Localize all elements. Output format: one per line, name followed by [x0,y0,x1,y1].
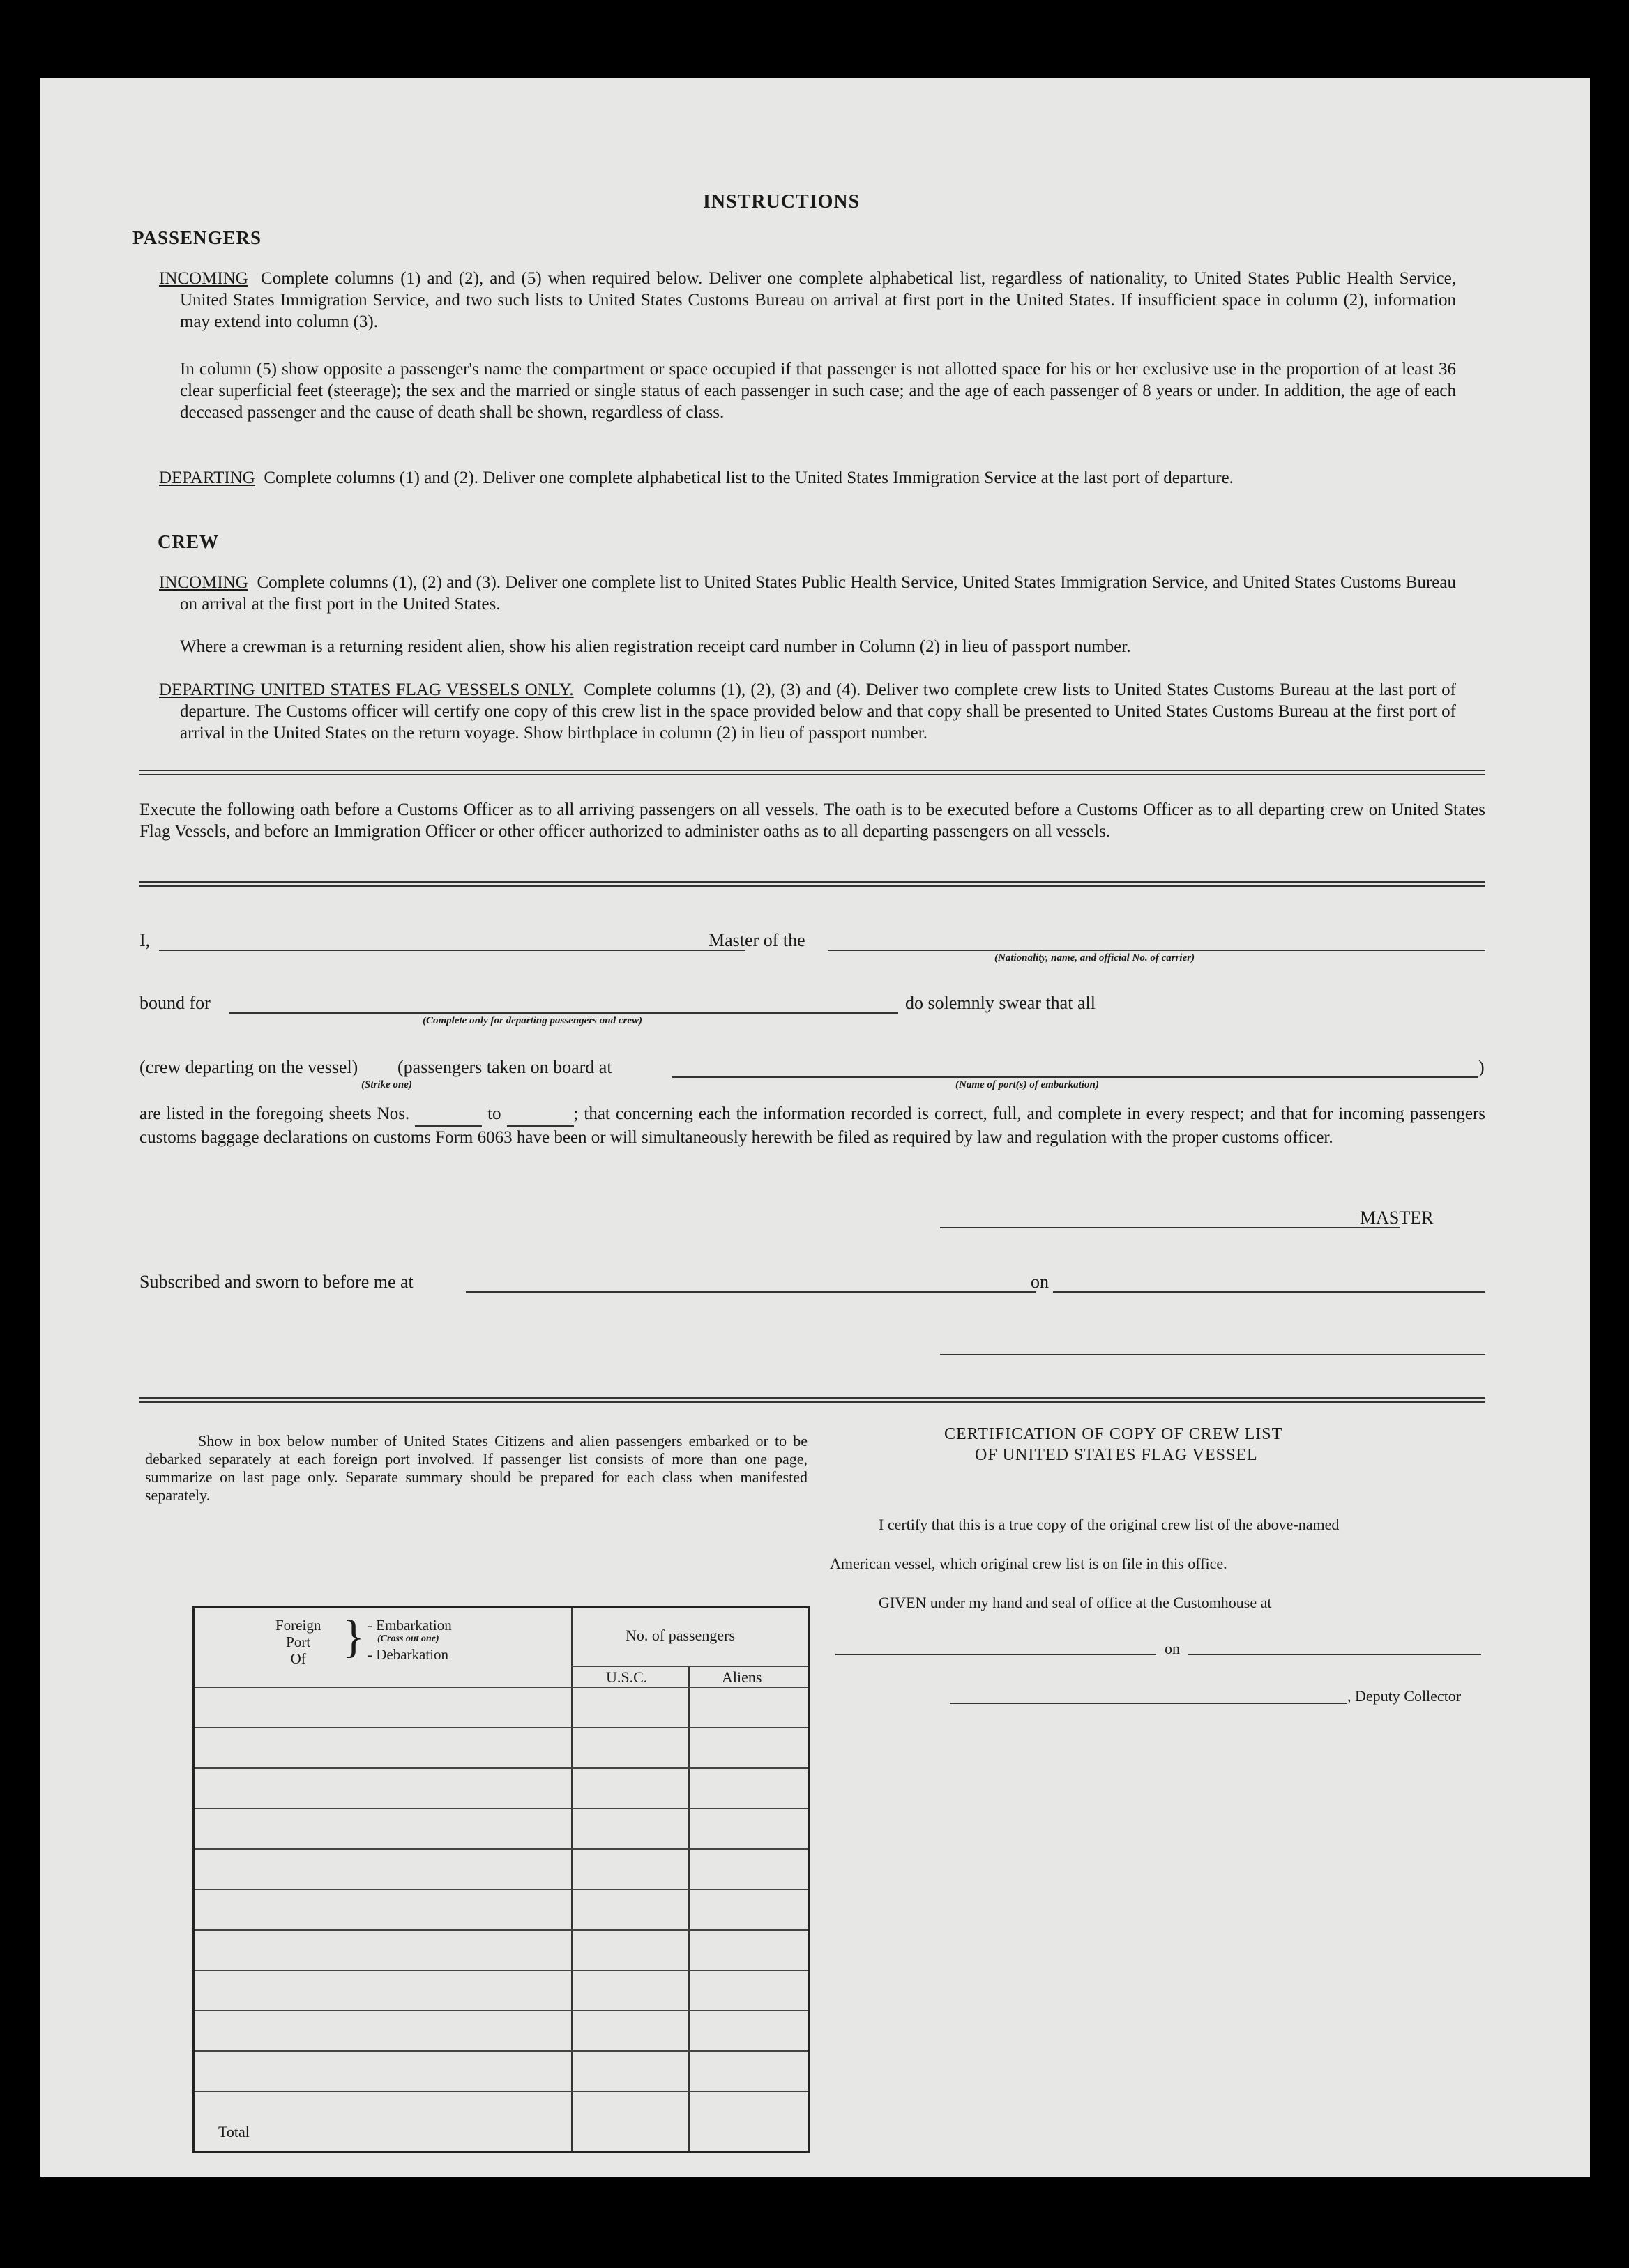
sheet-from-field[interactable] [415,1103,482,1127]
bound-for-field[interactable] [229,1012,898,1014]
deputy-collector-signature-field[interactable] [950,1703,1347,1704]
ports-caption: (Name of port(s) of embarkation) [955,1079,1099,1090]
table-row[interactable] [195,1929,808,1931]
certification-american-text: American vessel, which original crew list is on file in this office. [830,1555,1227,1572]
table-row[interactable] [195,1889,808,1890]
listed-intro: are listed in the foregoing sheets Nos. [139,1104,410,1123]
sworn-date-field[interactable] [1053,1291,1485,1293]
foreign-label: Foreign [275,1617,321,1634]
passengers-incoming-paragraph [159,268,1457,333]
foreign-port-of-label [275,1617,321,1667]
passenger-summary-table [192,1606,810,2153]
no-of-passengers-header: No. of passengers [626,1627,736,1644]
sworn-on-label: on [1031,1272,1049,1292]
embarkation-ports-field[interactable] [672,1076,1478,1078]
of-label: Of [290,1650,306,1667]
bound-for-label: bound for [139,993,211,1013]
certification-on-label: on [1165,1640,1180,1657]
summary-intro: Show in box below number of United States Citizens and alien passengers embarked or to be debarked separately at each foreign port involved. If passenger list consists of more than one page, summarize on last page only. Separate summary should be prepared for each class when manifested separately. [145,1432,808,1504]
usc-header: U.S.C. [606,1668,648,1686]
passengers-incoming-label: INCOMING [159,269,248,288]
divider [139,1401,1485,1403]
certification-title-line2: OF UNITED STATES FLAG VESSEL [975,1446,1258,1464]
table-row[interactable] [195,1970,808,1971]
crew-departing-label: DEPARTING UNITED STATES FLAG VESSELS ONLY. [159,680,574,699]
table-header-divider [571,1666,808,1667]
divider [139,885,1485,887]
customhouse-field[interactable] [835,1654,1156,1655]
page-title: INSTRUCTIONS [703,191,861,213]
sworn-place-field[interactable] [466,1291,1036,1293]
crew-departing-paragraph [159,679,1457,744]
master-name-field[interactable] [159,950,745,951]
certification-title-line1: CERTIFICATION OF COPY OF CREW LIST [944,1425,1283,1443]
port-label: Port [286,1634,311,1650]
table-column-divider [688,1666,690,2151]
certification-given-text: GIVEN under my hand and seal of office at the Customhouse at [879,1594,1272,1611]
brace-glyph: } [342,1611,365,1662]
total-label: Total [218,2123,250,2140]
form-sheet [40,78,1590,2177]
passengers-departing-text: Complete columns (1) and (2). Deliver one complete alphabetical list to the United States Immigration Service at the last port of departure. [264,469,1234,487]
passengers-departing-label: DEPARTING [159,469,255,487]
carrier-caption: (Nationality, name, and official No. of carrier) [994,952,1195,964]
swear-label: do solemnly swear that all [905,993,1096,1013]
passengers-taken-label[interactable]: (passengers taken on board at [397,1057,612,1077]
strike-one-caption: (Strike one) [361,1079,412,1090]
subscribed-label: Subscribed and sworn to before me at [139,1272,414,1292]
cross-out-caption: (Cross out one) [377,1634,439,1644]
table-row[interactable] [195,2050,808,2052]
embarkation-label[interactable]: - Embarkation [368,1617,452,1634]
deputy-collector-label: , Deputy Collector [1347,1687,1462,1705]
oath-listed-paragraph [139,1103,1485,1149]
master-signature-field[interactable] [940,1227,1400,1228]
close-paren: ) [1478,1057,1485,1077]
certification-certify-text: I certify that this is a true copy of the original crew list of the above-named [879,1516,1340,1533]
crew-crewman-text: Where a crewman is a returning resident alien, show his alien registration receipt card number in Column (2) in lieu of passport number. [180,637,1131,656]
oath-intro: Execute the following oath before a Customs Officer as to all arriving passengers on all vessels. The oath is to be executed before a Customs Officer as to all departing crew on United States Flag Vessels, and before an Immigration Officer or other officer authorized to administer oaths as to all departing passengers on all vessels. [139,800,1485,841]
master-of-the-label: Master of the [709,930,805,950]
officer-signature-field[interactable] [940,1354,1485,1355]
passengers-incoming-text: Complete columns (1) and (2), and (5) when required below. Deliver one complete alphabetical list, regardless of nationality, to United States Public Health Service, United States Immigration Service, and two such lists to United States Customs Bureau on arrival at first port in the United States. If insufficient space in column (2), information may extend into column (3). [180,269,1457,331]
crew-incoming-paragraph [159,572,1456,615]
aliens-header: Aliens [722,1668,762,1686]
crew-departing-text: Complete columns (1), (2), (3) and (4). Deliver two complete crew lists to United States Customs Bureau at the last port of departure. The Customs officer will certify one copy of this crew list in the space provided below and that copy shall be presented to United States Customs Bureau at the first port of arrival in the United States on the return voyage. Show birthplace in column (2) in lieu of passport number. [180,680,1457,743]
divider [139,881,1485,883]
master-label: MASTER [1360,1208,1434,1228]
table-row[interactable] [195,1808,808,1809]
sheet-to-field[interactable] [507,1103,574,1127]
passengers-heading: PASSENGERS [132,227,262,248]
crew-incoming-text: Complete columns (1), (2) and (3). Deliver one complete list to United States Public Health Service, United States Immigration Service, and United States Customs Bureau on arrival at the first port in the United States. [180,573,1456,614]
table-row[interactable] [195,2091,808,2092]
divider [139,774,1485,775]
table-row[interactable] [195,1767,808,1769]
debarkation-label[interactable]: - Debarkation [368,1646,449,1663]
table-row[interactable] [195,2010,808,2011]
crew-heading: CREW [158,531,220,552]
divider [139,770,1485,771]
table-row[interactable] [195,1727,808,1728]
crew-departing-label[interactable]: (crew departing on the vessel) [139,1057,358,1077]
bound-caption: (Complete only for departing passengers and crew) [423,1015,642,1026]
to-label: to [487,1104,501,1123]
divider [139,1397,1485,1399]
certification-date-field[interactable] [1188,1654,1481,1655]
carrier-field[interactable] [828,950,1485,951]
crew-incoming-label: INCOMING [159,573,248,592]
passengers-departing-paragraph [159,467,1456,489]
passengers-column5-text: In column (5) show opposite a passenger's name the compartment or space occupied if that passenger is not allotted space for his or her exclusive use in the proportion of at least 36 clear superficial feet (steerage); the sex and the married or single status of each passenger in such case; and the age of each passenger of 8 years or under. In addition, the age of each deceased passenger and the cause of death shall be shown, regardless of class. [180,360,1456,422]
listed-text: ; that concerning each the information recorded is correct, full, and complete in every respect; and that for incoming passengers customs baggage declarations on customs Form 6063 have been or will simultaneously herewith be filed as required by law and regulation with the proper customs officer. [139,1104,1485,1147]
table-row[interactable] [195,1848,808,1850]
table-column-divider [571,1608,573,2151]
table-row[interactable] [195,1687,808,1688]
oath-i-label: I, [139,930,151,950]
